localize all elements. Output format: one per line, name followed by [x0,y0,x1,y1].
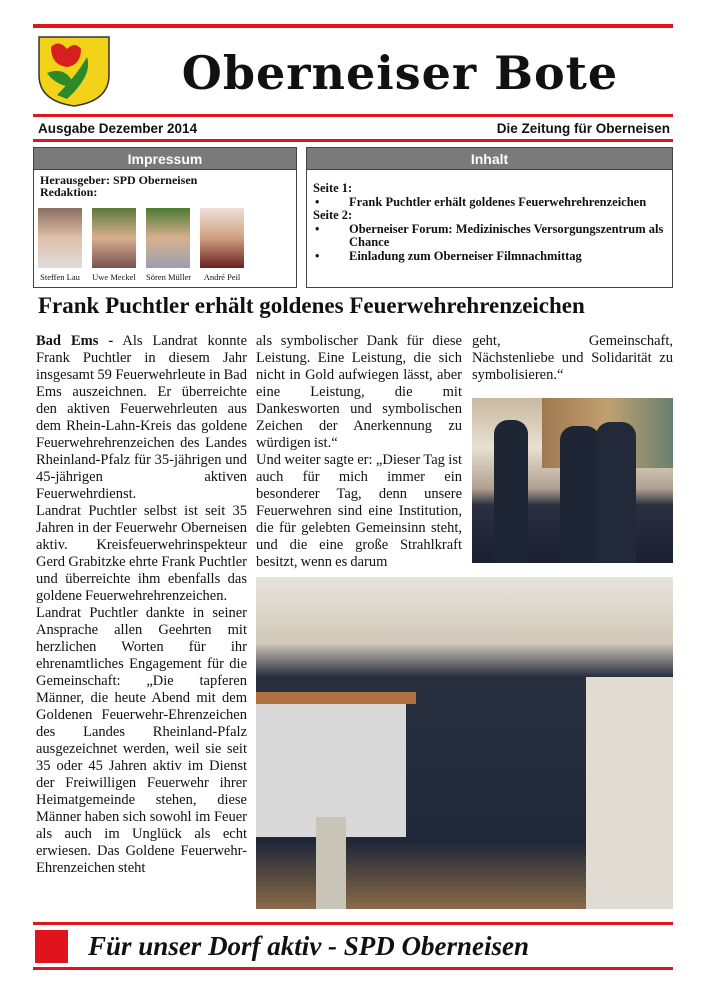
top-rule [33,24,673,28]
editors-label: Redaktion: [40,185,98,199]
newspaper-title: Oberneiser Bote [181,46,619,100]
paragraph: als symbolischer Dank für diese Leistung. Eine Leistung, die sich nicht in Gold aufwiegen lässt, aber eine Leistung, die mit Dankesworten und symbolischen Zeichen der Anerkennung zu würdigen ist.“ [256,333,462,451]
editor-photo [146,208,190,268]
editor-name: Steffen Lau [40,272,80,282]
toc-item[interactable]: • Frank Puchtler erhält goldenes Feuerwehrehrenzeichen [315,194,647,209]
group-photo-firefighters [256,577,673,909]
editor-card [146,208,190,282]
editor-name: Uwe Meckel [92,272,136,282]
impressum-heading: Impressum [34,148,296,170]
editor-photo [200,208,244,268]
toc-item[interactable]: • Oberneiser Forum: Medizinisches Versorgungszentrum als Chance [315,221,664,249]
article-headline: Frank Puchtler erhält goldenes Feuerwehrehrenzeichen [38,293,585,318]
article-column-1 [36,333,247,877]
paragraph: geht, Gemeinschaft, Nächstenliebe und Solidarität zu symbolisieren.“ [472,333,673,383]
rule [33,139,673,142]
editor-photo [92,208,136,268]
editor-card [200,208,244,282]
inhalt-heading: Inhalt [307,148,672,170]
article-column-3 [472,333,673,384]
red-square-icon [35,930,68,963]
paragraph: Und weiter sagte er: „Dieser Tag ist auch für mich immer ein besonderer Tag, denn unsere Feuerwehren sind eine Institution, die für gelebten Gemeinsinn steht, und die eine große Strahlkraft besitzt, wenn es darum [256,452,462,570]
rule [33,114,673,117]
toc-page: Seite 1: [313,181,353,195]
editor-photo [38,208,82,268]
rule [33,922,673,925]
editor-card [38,208,82,282]
paragraph: Landrat Puchtler dankte in seiner Ansprache allen Geehrten mit herzlichen Worten für ihr ehrenamtliches Engagement für die Gemeinschaft: „Die tapferen Männer, die heute Abend mit dem Goldenen Feuerwehr-Ehrenzeichen des Landes Rheinland-Pfalz ausgezeichnet werden, weil sie seit 35 oder 45 Jahren aktiv im Dienst der Freiwilligen Feuerwehr ihrer Heimatgemeinde stehen, diese Männer haben sich sowohl im Feuer als auch im Unglück als echt erwiesen. Das Goldene Feuerwehr-Ehrenzeichen steht [36,605,247,876]
dateline: Bad Ems - [36,333,114,349]
footer-slogan: Für unser Dorf aktiv - SPD Oberneisen [88,931,530,961]
tagline: Die Zeitung für Oberneisen [496,121,670,136]
toc-page: Seite 2: [313,208,353,222]
issue-label: Ausgabe Dezember 2014 [38,121,198,136]
rule [33,967,673,970]
editor-name: André Peil [203,272,241,282]
paragraph: Landrat Puchtler selbst ist seit 35 Jahren in der Feuerwehr Oberneisen aktiv. Kreisfeuerwehrinspekteur Gerd Grabitzke ehrte Frank Puchtler und überreichte ihm ebenfalls das goldene Feuerwehrehrenzeichen. [36,503,247,604]
award-ceremony-photo [472,398,673,563]
coat-of-arms-logo [37,35,111,107]
editor-card [92,208,136,282]
publisher: Herausgeber: SPD Oberneisen [40,173,198,187]
article-column-2 [256,333,462,571]
toc-item[interactable]: • Einladung zum Oberneiser Filmnachmittag [315,248,582,263]
editor-name: Sören Müller [146,272,192,282]
inhalt-box [306,147,673,288]
paragraph: Als Landrat konnte Frank Puchtler in diesem Jahr insgesamt 59 Feuerwehrleute in Bad Ems auszeichnen. Er überreichte den aktiven Feuerwehrleuten aus dem Rhein-Lahn-Kreis das goldene Feuerwehrehrenzeichen des Landes Rheinland-Pfalz für 35-jährigen und 45-jährigen aktiven Feuerwehrdienst. [36,333,248,502]
impressum-box [33,147,297,288]
